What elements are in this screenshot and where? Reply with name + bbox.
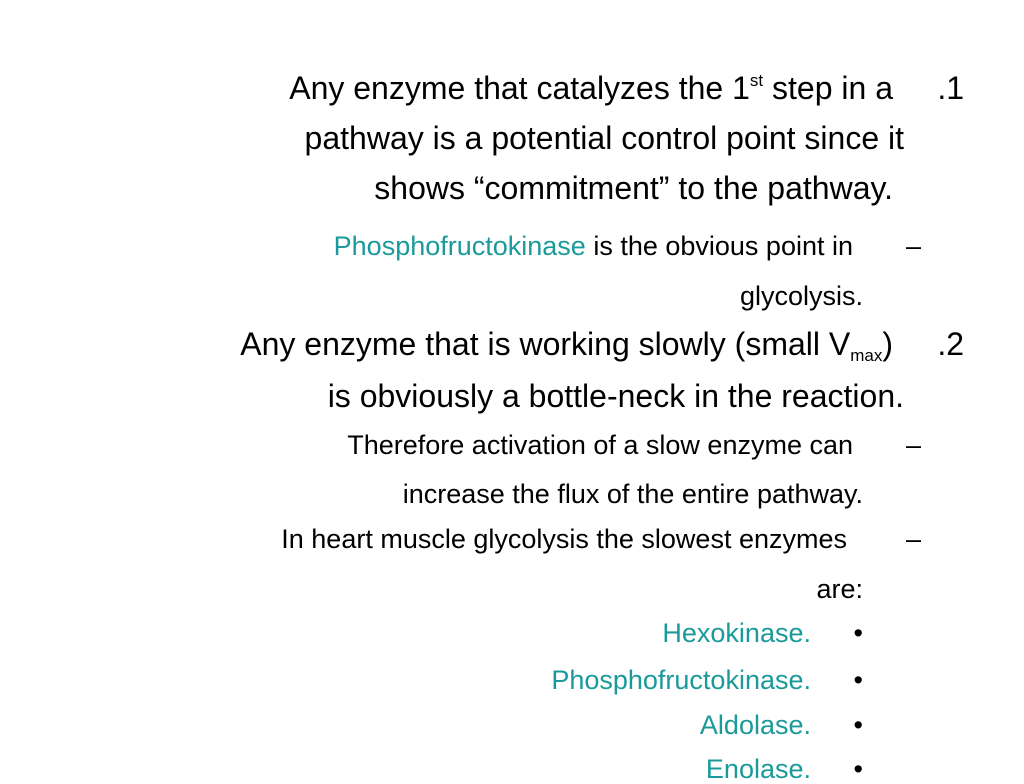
subitem-2-2-marker: –: [905, 524, 921, 554]
bullet-2-marker: •: [853, 665, 863, 695]
subitem-1-1-line-1: [334, 233, 853, 260]
item-2-line-2: is obviously a bottle-neck in the reaction.: [327, 378, 904, 414]
item-1-line-1-text: Any enzyme that catalyzes the 1: [289, 70, 750, 106]
item-1-line-1: [289, 72, 893, 104]
bullet-hexokinase: Hexokinase.: [662, 618, 811, 648]
subitem-2-2-line-2: are:: [816, 574, 863, 604]
bullet-4-marker: •: [853, 754, 863, 784]
subitem-1-1-marker: –: [905, 231, 921, 261]
subitem-2-1-line-1: Therefore activation of a slow enzyme can: [347, 430, 853, 460]
item-2-line-1-tail: ): [882, 326, 893, 362]
bullet-3-marker: •: [853, 710, 863, 740]
phosphofructokinase-highlight: Phosphofructokinase: [333, 231, 586, 261]
bullet-aldolase: Aldolase.: [699, 710, 811, 740]
item-1-line-2: pathway is a potential control point since it: [304, 120, 904, 156]
item-1-marker: .1: [937, 70, 964, 106]
bullet-enolase: Enolase.: [705, 754, 811, 784]
item-1-line-1-tail: step in a: [763, 70, 893, 106]
subitem-2-1-marker: –: [905, 430, 921, 460]
bullet-1-marker: •: [853, 618, 863, 648]
subitem-2-2-line-1: In heart muscle glycolysis the slowest enzymes: [281, 524, 847, 554]
item-1-line-3: shows “commitment” to the pathway.: [374, 170, 893, 206]
item-1-superscript: st: [749, 71, 764, 90]
subitem-1-1-line-1-rest: is the obvious point in: [585, 231, 853, 261]
bullet-phosphofructokinase: Phosphofructokinase.: [551, 665, 811, 695]
item-2-line-1-text: Any enzyme that is working slowly (small V: [240, 326, 851, 362]
subitem-2-1-line-2: increase the flux of the entire pathway.: [402, 479, 863, 509]
subitem-1-1-line-2: glycolysis.: [739, 281, 863, 311]
item-2-marker: .2: [937, 326, 964, 362]
item-2-subscript: max: [850, 346, 883, 365]
item-2-line-1: [240, 326, 893, 365]
